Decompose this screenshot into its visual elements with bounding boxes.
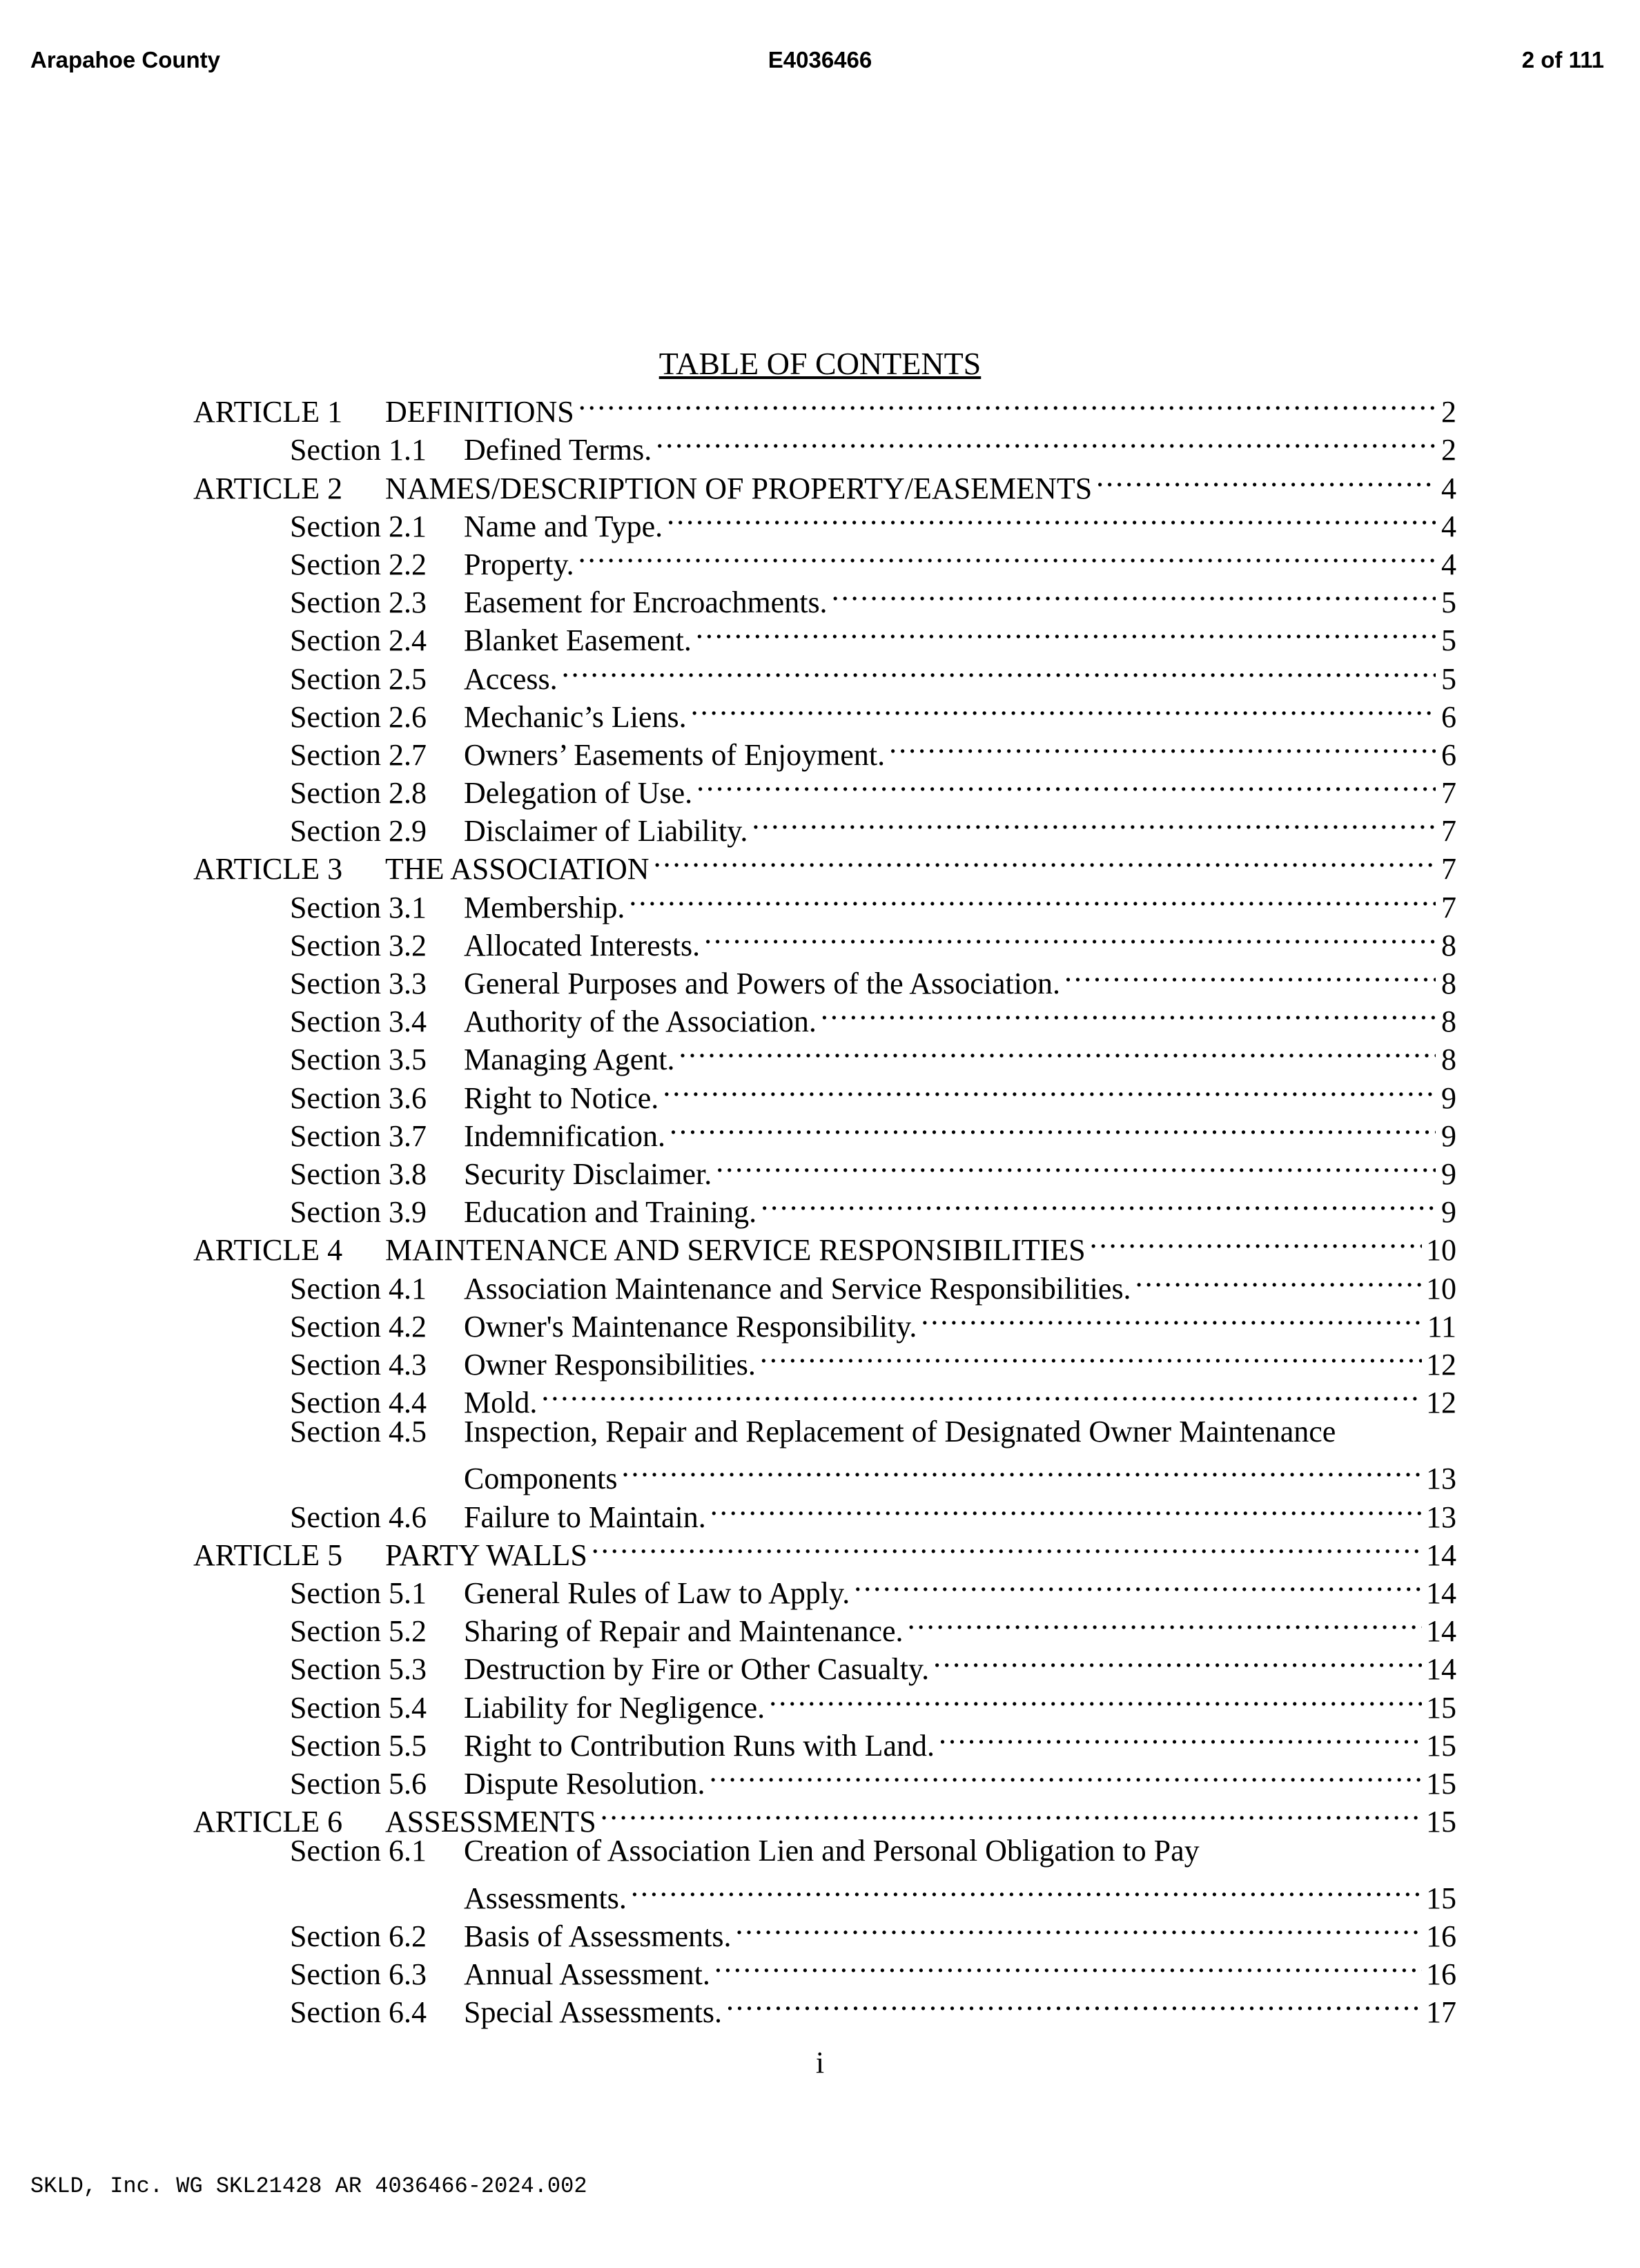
toc-entry-title: Mold. [464,1386,538,1420]
toc-entry-number: Section 6.2 [290,1919,427,1953]
toc-entry-title: Easement for Encroachments. [464,585,828,620]
toc-entry-number: Section 3.5 [290,1043,427,1077]
toc-entry-page: 17 [1426,1995,1456,2030]
toc-entry-page: 8 [1441,928,1456,962]
toc-entry-page: 7 [1441,852,1456,886]
toc-entry-title: Inspection, Repair and Replacement of Designated Owner Maintenance [464,1415,1336,1449]
toc-entry-number: Section 3.9 [290,1195,427,1230]
dot-leader [760,1337,1422,1375]
toc-article-row [193,384,1456,429]
dot-leader [821,994,1436,1031]
toc-entry-title: Annual Assessment. [464,1957,710,1991]
toc-entry-number: ARTICLE 3 [193,852,343,886]
dot-leader [621,1451,1422,1489]
toc-entry-page: 9 [1441,1118,1456,1153]
dot-leader [631,1870,1422,1908]
toc-entry-page: 9 [1441,1080,1456,1115]
toc-entry-title: NAMES/DESCRIPTION OF PROPERTY/EASEMENTS [385,471,1093,505]
toc-entry-page: 14 [1426,1538,1456,1572]
toc-entry-page: 5 [1441,623,1456,658]
toc-entry-title: Association Maintenance and Service Responsibilities. [464,1271,1131,1306]
toc-entry-page: 16 [1426,1957,1456,1991]
toc-entry-title: Blanket Easement. [464,623,692,658]
toc-entry-number: Section 3.1 [290,890,427,924]
dot-leader [710,1756,1422,1794]
toc-entry-number: Section 3.3 [290,967,427,1000]
toc-entry-number: Section 6.3 [290,1957,427,1991]
toc-entry-page: 9 [1441,1195,1456,1230]
toc-entry-number: Section 2.6 [290,699,427,734]
toc-entry-title: ASSESSMENTS [385,1805,596,1839]
toc-entry-page: 6 [1441,737,1456,772]
toc-entry-number: Section 2.2 [290,547,427,581]
toc-entry-page: 15 [1426,1690,1456,1725]
dot-leader [592,1527,1422,1565]
toc-entry-page: 14 [1426,1576,1456,1610]
toc-entry-number: Section 2.9 [290,814,427,849]
header-page-count: 2 of 111 [1521,47,1604,72]
toc-entry-title: THE ASSOCIATION [385,852,650,886]
toc-entry-page: 2 [1441,395,1456,429]
toc-entry-title: Disclaimer of Liability. [464,814,748,849]
header-county: Arapahoe County [30,47,221,72]
toc-entry-title: Dispute Resolution. [464,1766,705,1801]
dot-leader [710,1489,1422,1526]
toc-entry-page: 16 [1426,1919,1456,1953]
toc-section-continuation-row [193,1870,1456,1915]
dot-leader [716,1146,1436,1184]
toc-entry-page: 14 [1426,1652,1456,1687]
toc-entry-title: Authority of the Association. [464,1005,817,1039]
toc-entry-title: Special Assessments. [464,1995,722,2030]
dot-leader [629,879,1436,917]
dot-leader [578,384,1436,422]
dot-leader [541,1375,1422,1413]
dot-leader [726,1984,1422,2022]
table-of-contents [193,384,1456,2030]
toc-entry-title: General Purposes and Powers of the Association. [464,967,1060,1000]
dot-leader [691,689,1436,727]
toc-entry-page: 10 [1426,1271,1456,1306]
toc-entry-number: Section 3.7 [290,1118,427,1153]
toc-entry-number: Section 2.8 [290,776,427,811]
toc-entry-page: 5 [1441,585,1456,620]
toc-entry-title: Managing Agent. [464,1043,675,1077]
dot-leader [679,1031,1436,1069]
toc-entry-number: Section 5.2 [290,1614,427,1649]
dot-leader [889,727,1436,765]
toc-entry-number: Section 6.4 [290,1995,427,2030]
toc-entry-number: Section 5.6 [290,1766,427,1801]
toc-section-row [193,1489,1456,1534]
toc-entry-number: Section 5.3 [290,1652,427,1687]
toc-entry-number: Section 3.4 [290,1005,427,1039]
dot-leader [562,650,1436,688]
toc-entry-title: Indemnification. [464,1118,666,1153]
toc-entry-page: 9 [1441,1156,1456,1191]
dot-leader [654,841,1436,879]
toc-entry-page: 4 [1441,509,1456,543]
toc-entry-number: Section 2.7 [290,737,427,772]
toc-entry-page: 7 [1441,814,1456,849]
dot-leader [704,918,1436,956]
toc-entry-page: 10 [1426,1233,1456,1268]
toc-entry-number: Section 3.2 [290,928,427,962]
toc-entry-title: Failure to Maintain. [464,1500,706,1534]
toc-entry-title: Delegation of Use. [464,776,693,811]
header-document-id: E4036466 [768,47,872,72]
toc-entry-number: ARTICLE 6 [193,1805,343,1839]
dot-leader [663,1069,1436,1107]
toc-entry-title: Basis of Assessments. [464,1919,732,1953]
dot-leader [832,574,1436,612]
dot-leader [714,1946,1422,1984]
dot-leader [939,1718,1422,1756]
toc-entry-page: 2 [1441,433,1456,467]
toc-entry-page: 13 [1426,1462,1456,1496]
toc-entry-number: Section 1.1 [290,433,427,467]
dot-leader [1064,956,1436,994]
toc-entry-page: 8 [1441,1043,1456,1077]
toc-entry-page: 8 [1441,967,1456,1000]
toc-entry-number: Section 3.6 [290,1080,427,1115]
toc-entry-title: Allocated Interests. [464,928,701,962]
toc-entry-title: PARTY WALLS [385,1538,587,1572]
toc-entry-number: Section 5.4 [290,1690,427,1725]
toc-entry-number: Section 4.3 [290,1347,427,1382]
toc-entry-page: 6 [1441,699,1456,734]
toc-entry-page: 4 [1441,547,1456,581]
toc-entry-number: Section 2.3 [290,585,427,620]
toc-entry-title: Security Disclaimer. [464,1156,712,1191]
dot-leader [696,612,1436,650]
toc-entry-number: ARTICLE 4 [193,1233,343,1268]
toc-section-row [193,1832,1456,1870]
toc-entry-title: DEFINITIONS [385,395,574,429]
toc-entry-title: Mechanic’s Liens. [464,699,687,734]
toc-entry-number: Section 4.5 [290,1415,427,1449]
toc-entry-number: ARTICLE 1 [193,395,343,429]
toc-entry-number: Section 4.4 [290,1386,427,1420]
page-number: i [815,2046,825,2080]
dot-leader [601,1794,1422,1832]
toc-entry-title: Access. [464,661,558,696]
dot-leader [735,1908,1422,1946]
toc-entry-page: 15 [1426,1728,1456,1763]
toc-entry-page: 5 [1441,661,1456,696]
toc-entry-number: Section 2.5 [290,661,427,696]
dot-leader [921,1299,1423,1337]
dot-leader [696,765,1436,803]
toc-entry-page: 13 [1426,1500,1456,1534]
toc-section-row [193,1908,1456,1953]
toc-entry-title-continuation: Assessments. [464,1881,627,1915]
toc-entry-number: ARTICLE 2 [193,471,343,505]
toc-entry-number: ARTICLE 5 [193,1538,343,1572]
toc-entry-page: 15 [1426,1881,1456,1915]
dot-leader [1096,460,1436,498]
toc-entry-title: Owner's Maintenance Responsibility. [464,1309,917,1344]
toc-entry-title: Liability for Negligence. [464,1690,765,1725]
toc-entry-page: 14 [1426,1614,1456,1649]
toc-section-continuation-row [193,1451,1456,1496]
toc-entry-number: Section 4.6 [290,1500,427,1534]
toc-entry-title: Right to Contribution Runs with Land. [464,1728,935,1763]
dot-leader [1090,1222,1422,1260]
footer-reference: SKLD, Inc. WG SKL21428 AR 4036466-2024.002 [30,2173,587,2199]
toc-entry-title: Property. [464,547,574,581]
toc-entry-title-continuation: Components [464,1462,618,1496]
toc-entry-number: Section 2.1 [290,509,427,543]
toc-entry-title: Destruction by Fire or Other Casualty. [464,1652,930,1687]
toc-entry-page: 7 [1441,776,1456,811]
toc-entry-title: General Rules of Law to Apply. [464,1576,850,1610]
toc-entry-page: 15 [1426,1805,1456,1839]
toc-entry-number: Section 4.2 [290,1309,427,1344]
toc-entry-number: Section 5.5 [290,1728,427,1763]
toc-entry-title: Membership. [464,890,625,924]
dot-leader [1135,1260,1422,1298]
toc-entry-page: 11 [1427,1309,1456,1344]
dot-leader [670,1108,1436,1146]
toc-entry-number: Section 5.1 [290,1576,427,1610]
toc-entry-title: Owner Responsibilities. [464,1347,756,1382]
toc-entry-number: Section 6.1 [290,1834,427,1868]
toc-entry-title: MAINTENANCE AND SERVICE RESPONSIBILITIES [385,1233,1086,1268]
toc-entry-title: Name and Type. [464,509,663,543]
toc-entry-page: 4 [1441,471,1456,505]
dot-leader [769,1679,1422,1717]
toc-entry-title: Right to Notice. [464,1080,659,1115]
dot-leader [854,1565,1422,1603]
toc-entry-title: Defined Terms. [464,433,652,467]
toc-entry-number: Section 4.1 [290,1271,427,1306]
dot-leader [656,422,1436,460]
toc-entry-title: Creation of Association Lien and Personal Obligation to Pay [464,1834,1200,1868]
toc-entry-title: Education and Training. [464,1195,757,1230]
dot-leader [933,1641,1422,1679]
dot-leader [578,536,1436,574]
toc-entry-number: Section 2.4 [290,623,427,658]
toc-title: TABLE OF CONTENTS [658,346,982,381]
dot-leader [761,1184,1436,1222]
dot-leader [752,803,1436,841]
toc-entry-page: 12 [1426,1386,1456,1420]
toc-section-row [193,1413,1456,1451]
dot-leader [667,498,1436,536]
toc-entry-title: Owners’ Easements of Enjoyment. [464,737,886,772]
toc-entry-page: 12 [1426,1347,1456,1382]
toc-entry-title: Sharing of Repair and Maintenance. [464,1614,904,1649]
toc-entry-page: 8 [1441,1005,1456,1039]
toc-entry-page: 15 [1426,1766,1456,1801]
toc-entry-number: Section 3.8 [290,1156,427,1191]
dot-leader [908,1603,1422,1641]
toc-entry-page: 7 [1441,890,1456,924]
